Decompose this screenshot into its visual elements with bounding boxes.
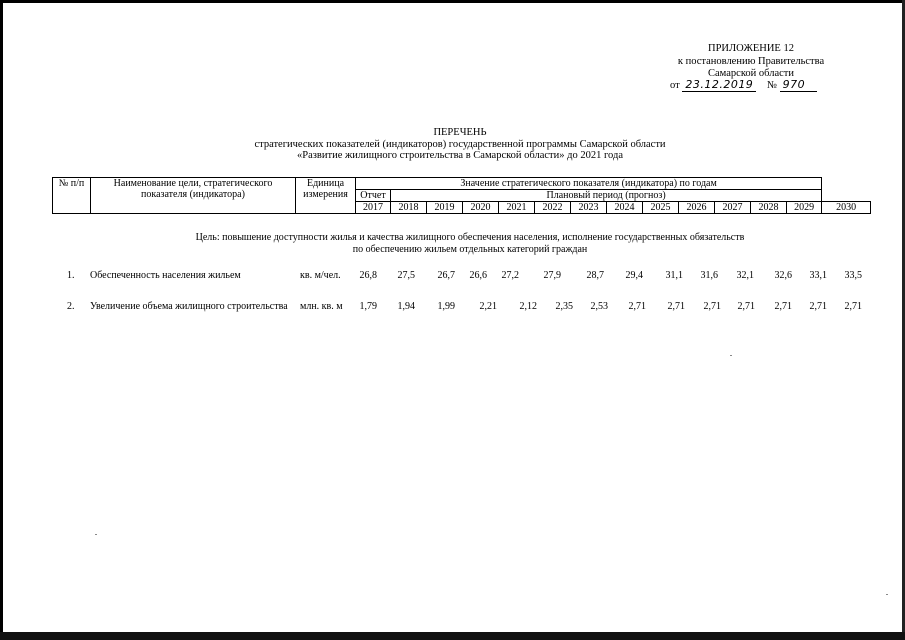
year-cell: 2024 bbox=[607, 202, 643, 214]
row-name: Увеличение объема жилищного строительства bbox=[90, 301, 288, 312]
scan-edge-left bbox=[0, 0, 3, 640]
year-cell: 2020 bbox=[463, 202, 499, 214]
row-value: 2,35 bbox=[555, 301, 573, 312]
year-cell: 2025 bbox=[643, 202, 679, 214]
row-unit: кв. м/чел. bbox=[300, 270, 341, 281]
decree-number: 970 bbox=[780, 78, 818, 92]
row-value: 2,71 bbox=[703, 301, 721, 312]
scan-speck bbox=[95, 534, 97, 535]
scan-edge-bottom bbox=[0, 632, 905, 640]
header-report: Отчет bbox=[356, 190, 391, 202]
year-cell: 2018 bbox=[391, 202, 427, 214]
header-unit-line-2: измерения bbox=[303, 189, 348, 200]
row-value: 2,71 bbox=[667, 301, 685, 312]
year-cell: 2023 bbox=[571, 202, 607, 214]
row-value: 28,7 bbox=[586, 270, 604, 281]
row-value: 26,6 bbox=[469, 270, 487, 281]
year-cell: 2027 bbox=[715, 202, 751, 214]
scan-edge-top bbox=[0, 0, 905, 3]
number-sign: № bbox=[766, 80, 777, 91]
row-value: 2,71 bbox=[737, 301, 755, 312]
scan-speck bbox=[886, 594, 888, 595]
header-name bbox=[91, 178, 296, 214]
header-name-line-2: показателя (индикатора) bbox=[141, 189, 245, 200]
title-heading: ПЕРЕЧЕНЬ bbox=[433, 127, 487, 138]
header-unit-line-1: Единица bbox=[306, 178, 345, 189]
row-value: 2,12 bbox=[519, 301, 537, 312]
row-value: 2,71 bbox=[809, 301, 827, 312]
row-value: 2,71 bbox=[774, 301, 792, 312]
year-cell: 2022 bbox=[535, 202, 571, 214]
row-value: 31,6 bbox=[700, 270, 718, 281]
row-value: 31,1 bbox=[665, 270, 683, 281]
year-cell: 2019 bbox=[427, 202, 463, 214]
appendix-line-2: к постановлению Правительства bbox=[677, 55, 825, 67]
row-value: 29,4 bbox=[625, 270, 643, 281]
year-cell: 2026 bbox=[679, 202, 715, 214]
date-prefix: от bbox=[670, 80, 680, 91]
decree-date-number bbox=[670, 78, 830, 91]
year-cell: 2029 bbox=[787, 202, 822, 214]
appendix-title: ПРИЛОЖЕНИЕ 12 bbox=[708, 43, 794, 54]
row-value: 27,9 bbox=[543, 270, 561, 281]
appendix-line-3: Самарской области bbox=[708, 68, 794, 79]
header-planned: Плановый период (прогноз) bbox=[391, 190, 822, 202]
header-unit bbox=[296, 178, 356, 214]
year-cell: 2017 bbox=[356, 202, 391, 214]
row-value: 33,5 bbox=[844, 270, 862, 281]
row-value: 1,94 bbox=[397, 301, 415, 312]
document-title bbox=[150, 127, 770, 162]
row-unit: млн. кв. м bbox=[300, 301, 343, 312]
header-name-line-1: Наименование цели, стратегического bbox=[113, 178, 273, 189]
row-number: 1. bbox=[67, 270, 75, 281]
header-num: № п/п bbox=[53, 178, 91, 214]
row-value: 2,53 bbox=[590, 301, 608, 312]
row-value: 1,79 bbox=[359, 301, 377, 312]
decree-date: 23.12.2019 bbox=[682, 78, 756, 92]
row-value: 1,99 bbox=[437, 301, 455, 312]
row-value: 2,71 bbox=[628, 301, 646, 312]
row-value: 32,6 bbox=[774, 270, 792, 281]
year-cell: 2028 bbox=[751, 202, 787, 214]
year-cell: 2021 bbox=[499, 202, 535, 214]
row-value: 26,8 bbox=[359, 270, 377, 281]
header-values-title: Значение стратегического показателя (индикатора) по годам bbox=[356, 178, 822, 190]
row-value: 32,1 bbox=[736, 270, 754, 281]
row-value: 27,2 bbox=[501, 270, 519, 281]
row-value: 2,21 bbox=[479, 301, 497, 312]
row-value: 33,1 bbox=[809, 270, 827, 281]
goal-line-2: по обеспечению жильем отдельных категорий граждан bbox=[352, 244, 588, 255]
row-value: 27,5 bbox=[397, 270, 415, 281]
title-line-2: стратегических показателей (индикаторов) государственной программы Самарской области bbox=[254, 138, 666, 150]
scan-speck bbox=[730, 355, 732, 356]
goal-statement bbox=[120, 232, 820, 256]
row-value: 2,71 bbox=[844, 301, 862, 312]
appendix-block bbox=[640, 43, 862, 81]
row-value: 26,7 bbox=[437, 270, 455, 281]
row-number: 2. bbox=[67, 301, 75, 312]
title-line-3: «Развитие жилищного строительства в Самарской области» до 2021 года bbox=[297, 150, 623, 161]
year-cell: 2030 bbox=[822, 202, 871, 214]
goal-line-1: Цель: повышение доступности жилья и качества жилищного обеспечения населения, исполнение государственных обязательств bbox=[195, 232, 745, 243]
row-name: Обеспеченность населения жильем bbox=[90, 270, 241, 281]
indicators-header-table bbox=[52, 177, 871, 214]
